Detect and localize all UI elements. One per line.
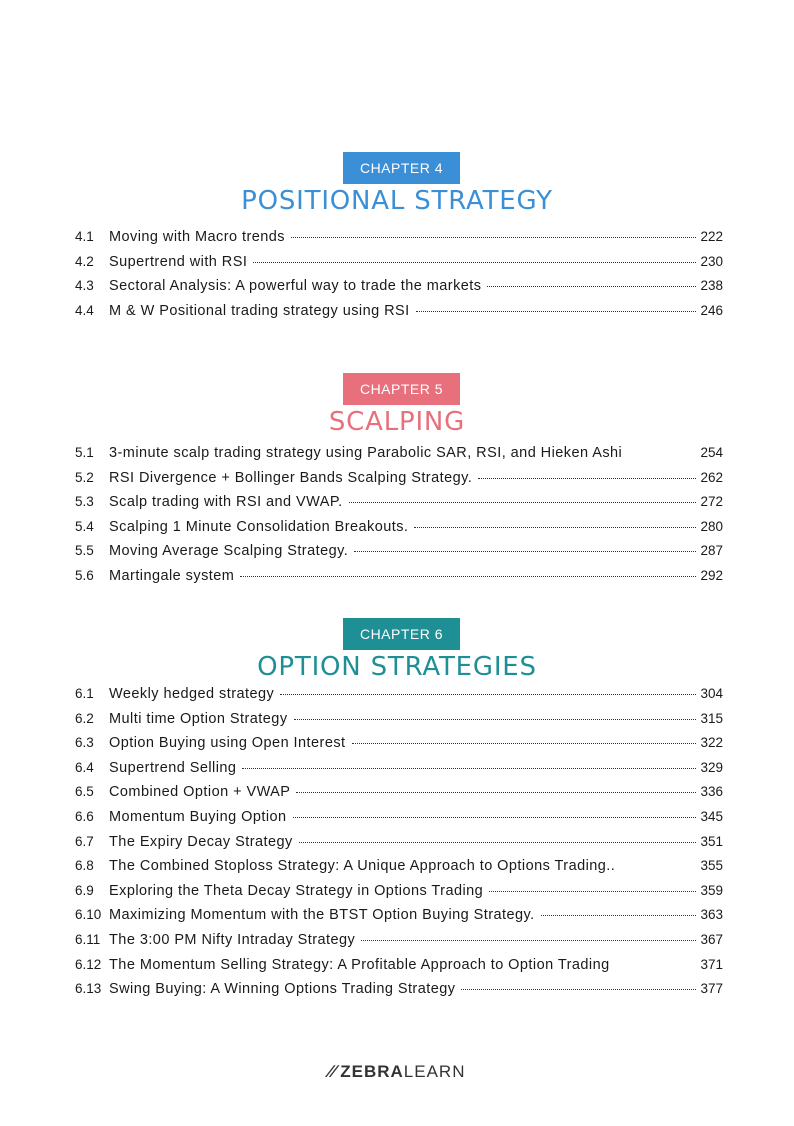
entry-number: 5.2 (75, 469, 94, 485)
chapter-badge: CHAPTER 4 (343, 152, 460, 184)
entry-page-number: 345 (700, 808, 723, 824)
entry-title: Exploring the Theta Decay Strategy in Options Trading (109, 882, 484, 899)
toc-entry[interactable] (75, 494, 723, 519)
entry-title: Scalp trading with RSI and VWAP. (109, 494, 343, 511)
toc-list (75, 686, 723, 1006)
entry-title: RSI Divergence + Bollinger Bands Scalping Strategy. (109, 469, 473, 486)
entry-title: The Combined Stoploss Strategy: A Unique Approach to Options Trading.. (109, 858, 616, 875)
toc-entry[interactable] (75, 229, 723, 254)
toc-entry[interactable] (75, 303, 723, 328)
entry-title: Moving with Macro trends (109, 229, 285, 245)
entry-page-number: 238 (700, 278, 723, 294)
entry-title: Scalping 1 Minute Consolidation Breakouts. (109, 518, 409, 535)
dot-leader (541, 915, 697, 916)
entry-title: 3-minute scalp trading strategy using Parabolic SAR, RSI, and Hieken Ashi (109, 445, 623, 461)
dot-leader (414, 527, 696, 528)
entry-number: 6.7 (75, 833, 94, 849)
entry-title: Martingale system (109, 567, 235, 584)
chapter-badge: CHAPTER 5 (343, 373, 460, 405)
entry-page-number: 359 (700, 882, 723, 898)
dot-leader (489, 891, 696, 892)
dot-leader (416, 311, 697, 312)
entry-page-number: 355 (700, 858, 723, 874)
toc-entry[interactable] (75, 543, 723, 568)
entry-number: 6.6 (75, 808, 94, 824)
entry-number: 5.3 (75, 494, 94, 510)
entry-page-number: 351 (700, 833, 723, 849)
toc-entry[interactable] (75, 784, 723, 809)
dot-leader (352, 743, 697, 744)
zebra-stripes-icon: ∕∕ (328, 1062, 337, 1081)
entry-number: 6.9 (75, 882, 94, 898)
dot-leader (280, 694, 696, 695)
entry-number: 6.10 (75, 907, 102, 923)
publisher-logo (0, 1062, 794, 1082)
toc-entry[interactable] (75, 445, 723, 470)
entry-page-number: 304 (700, 686, 723, 701)
entry-page-number: 377 (700, 981, 723, 997)
dot-leader (487, 286, 696, 287)
toc-list (75, 229, 723, 327)
toc-entry[interactable] (75, 519, 723, 544)
dot-leader (461, 989, 696, 990)
entry-page-number: 272 (700, 494, 723, 510)
entry-title: The 3:00 PM Nifty Intraday Strategy (109, 931, 356, 948)
logo-light-text: LEARN (403, 1062, 466, 1081)
entry-title: M & W Positional trading strategy using RSI (109, 302, 410, 319)
entry-number: 6.8 (75, 858, 94, 874)
entry-title: Swing Buying: A Winning Options Trading Strategy (109, 981, 456, 998)
toc-entry[interactable] (75, 568, 723, 593)
toc-entry[interactable] (75, 883, 723, 908)
entry-number: 6.3 (75, 735, 94, 751)
toc-entry[interactable] (75, 834, 723, 859)
entry-page-number: 254 (700, 445, 723, 460)
entry-title: Moving Average Scalping Strategy. (109, 543, 349, 560)
entry-page-number: 262 (700, 469, 723, 485)
entry-page-number: 287 (700, 543, 723, 559)
entry-title: Multi time Option Strategy (109, 710, 288, 727)
dot-leader (361, 940, 696, 941)
entry-page-number: 222 (700, 229, 723, 244)
entry-title: Weekly hedged strategy (109, 686, 275, 702)
logo-bold-text: ZEBRA (340, 1062, 404, 1081)
entry-number: 6.5 (75, 784, 94, 800)
entry-title: Supertrend Selling (109, 759, 237, 776)
entry-title: The Momentum Selling Strategy: A Profitable Approach to Option Trading (109, 956, 610, 973)
toc-entry[interactable] (75, 957, 723, 982)
dot-leader (299, 842, 697, 843)
dot-leader (242, 768, 696, 769)
entry-number: 5.1 (75, 445, 94, 460)
dot-leader (296, 792, 696, 793)
dot-leader (354, 551, 696, 552)
toc-entry[interactable] (75, 711, 723, 736)
entry-page-number: 246 (700, 302, 723, 318)
entry-title: Momentum Buying Option (109, 808, 287, 825)
dot-leader (293, 817, 697, 818)
entry-page-number: 371 (700, 956, 723, 972)
entry-number: 4.4 (75, 302, 94, 318)
chapter-title: POSITIONAL STRATEGY (241, 186, 553, 216)
entry-number: 6.4 (75, 759, 94, 775)
entry-page-number: 230 (700, 253, 723, 269)
entry-page-number: 292 (700, 567, 723, 583)
toc-entry[interactable] (75, 981, 723, 1006)
dot-leader (240, 576, 696, 577)
entry-number: 4.1 (75, 229, 94, 244)
toc-entry[interactable] (75, 932, 723, 957)
dot-leader (349, 502, 697, 503)
entry-number: 5.4 (75, 518, 94, 534)
entry-number: 6.11 (75, 931, 101, 947)
entry-number: 6.13 (75, 981, 102, 997)
toc-entry[interactable] (75, 278, 723, 303)
chapter-title: OPTION STRATEGIES (257, 652, 537, 682)
dot-leader (294, 719, 697, 720)
entry-number: 6.12 (75, 956, 102, 972)
entry-number: 6.1 (75, 686, 94, 701)
entry-number: 4.3 (75, 278, 94, 294)
entry-number: 4.2 (75, 253, 94, 269)
dot-leader (253, 262, 696, 263)
entry-title: Sectoral Analysis: A powerful way to trade the markets (109, 278, 482, 295)
entry-page-number: 315 (700, 710, 723, 726)
chapter-title: SCALPING (328, 407, 466, 437)
entry-title: The Expiry Decay Strategy (109, 833, 293, 850)
entry-page-number: 329 (700, 759, 723, 775)
entry-page-number: 322 (700, 735, 723, 751)
entry-title: Supertrend with RSI (109, 253, 248, 270)
entry-number: 5.6 (75, 567, 94, 583)
chapter-badge: CHAPTER 6 (343, 618, 460, 650)
toc-entry[interactable] (75, 686, 723, 711)
entry-page-number: 336 (700, 784, 723, 800)
dot-leader (291, 237, 696, 238)
entry-number: 6.2 (75, 710, 94, 726)
toc-entry[interactable] (75, 760, 723, 785)
toc-entry[interactable] (75, 254, 723, 279)
toc-list (75, 445, 723, 593)
entry-page-number: 367 (700, 931, 723, 947)
dot-leader (478, 478, 696, 479)
toc-entry[interactable] (75, 735, 723, 760)
entry-title: Combined Option + VWAP (109, 784, 291, 801)
toc-entry[interactable] (75, 470, 723, 495)
toc-entry[interactable] (75, 809, 723, 834)
entry-title: Maximizing Momentum with the BTST Option Buying Strategy. (109, 907, 535, 924)
toc-entry[interactable] (75, 907, 723, 932)
entry-title: Option Buying using Open Interest (109, 735, 346, 752)
entry-number: 5.5 (75, 543, 94, 559)
toc-entry[interactable] (75, 858, 723, 883)
entry-page-number: 280 (700, 518, 723, 534)
entry-page-number: 363 (700, 907, 723, 923)
